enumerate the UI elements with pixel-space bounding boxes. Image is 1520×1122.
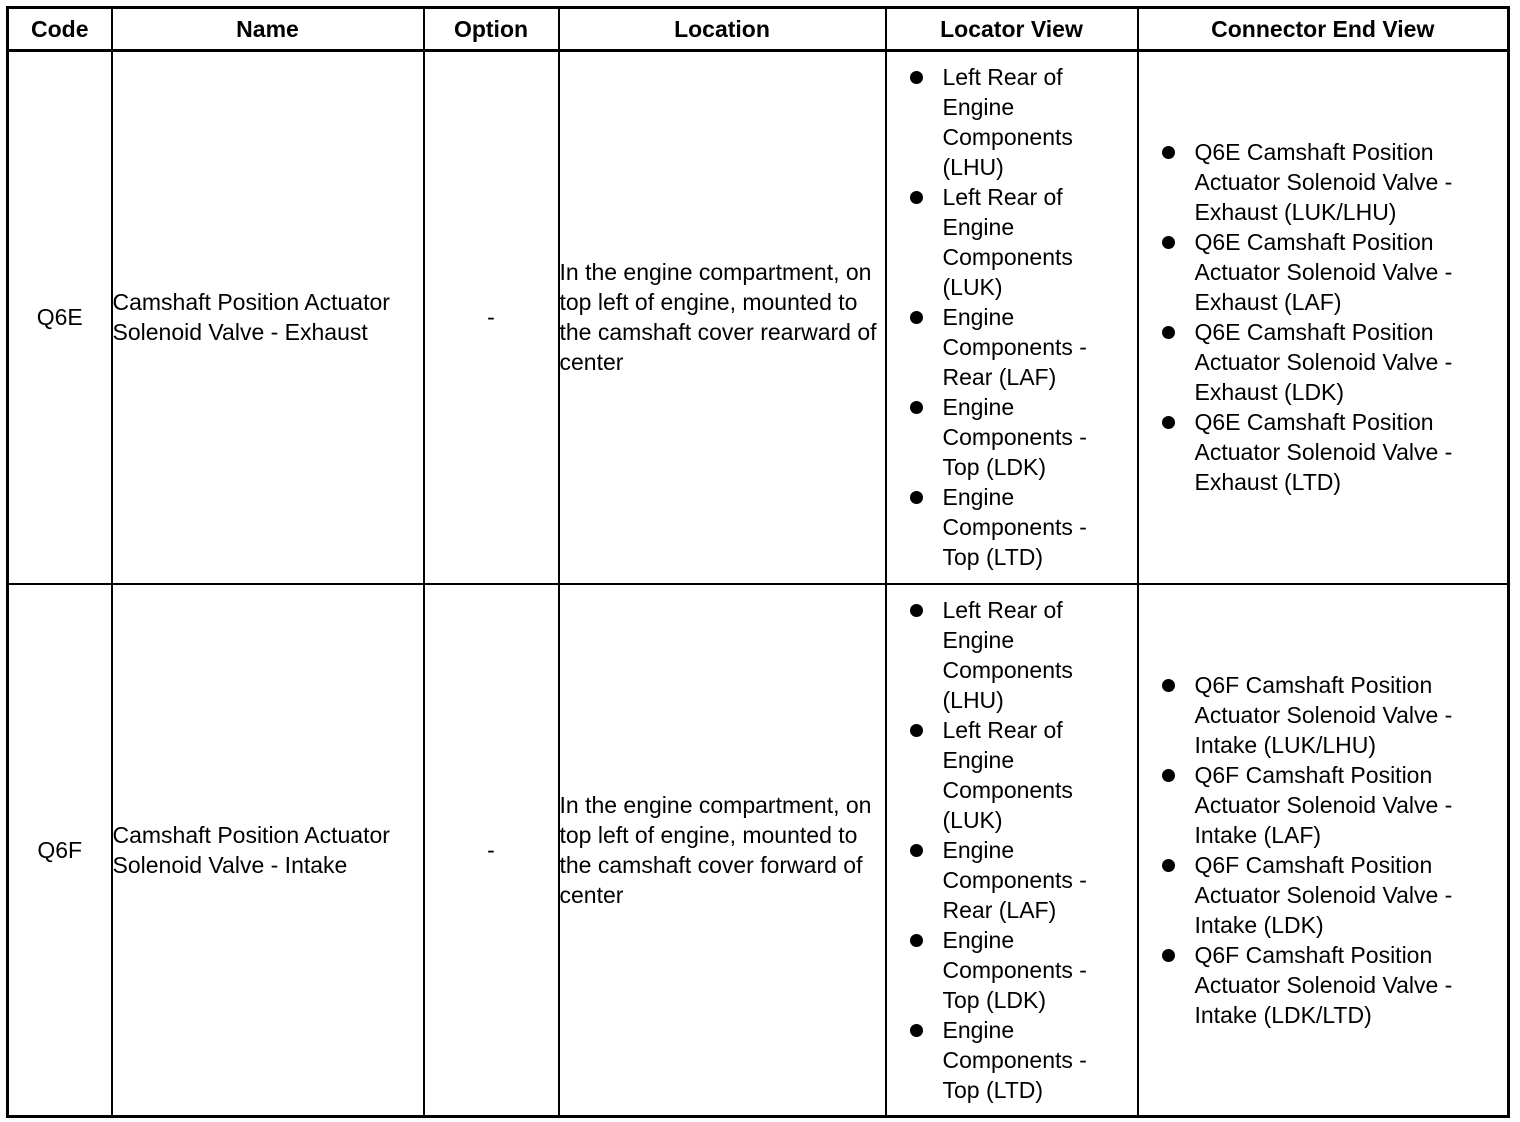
cell-option: - — [424, 51, 559, 584]
header-row — [8, 8, 1509, 51]
locator-view-link[interactable]: Left Rear of Engine Components (LUK) — [887, 715, 1137, 835]
connector-end-view-link[interactable]: Q6E Camshaft Position Actuator Solenoid Valve - Exhaust (LAF) — [1139, 227, 1508, 317]
cell-locator-view — [886, 584, 1138, 1117]
header-option: Option — [424, 8, 559, 51]
connector-end-view-link[interactable]: Q6F Camshaft Position Actuator Solenoid Valve - Intake (LDK) — [1139, 850, 1508, 940]
cell-location: In the engine compartment, on top left of engine, mounted to the camshaft cover forward of center — [559, 584, 886, 1117]
locator-view-link[interactable]: Left Rear of Engine Components (LHU) — [887, 595, 1137, 715]
connector-end-view-link[interactable]: Q6E Camshaft Position Actuator Solenoid Valve - Exhaust (LDK) — [1139, 317, 1508, 407]
locator-view-link[interactable]: Engine Components - Top (LDK) — [887, 925, 1137, 1015]
cell-code: Q6F — [8, 584, 112, 1117]
cell-code: Q6E — [8, 51, 112, 584]
locator-view-link[interactable]: Engine Components - Rear (LAF) — [887, 835, 1137, 925]
connector-end-view-link[interactable]: Q6E Camshaft Position Actuator Solenoid Valve - Exhaust (LTD) — [1139, 407, 1508, 497]
header-location: Location — [559, 8, 886, 51]
cell-option: - — [424, 584, 559, 1117]
header-code: Code — [8, 8, 112, 51]
locator-view-list — [887, 62, 1137, 572]
cell-connector-end-view — [1138, 51, 1509, 584]
table-row-q6e — [8, 51, 1509, 584]
connector-end-view-list — [1139, 137, 1508, 497]
header-connector-end-view: Connector End View — [1138, 8, 1509, 51]
locator-view-list — [887, 595, 1137, 1105]
cell-location: In the engine compartment, on top left of engine, mounted to the camshaft cover rearward of center — [559, 51, 886, 584]
table-header — [8, 8, 1509, 51]
cell-name: Camshaft Position Actuator Solenoid Valve - Exhaust — [112, 51, 424, 584]
cell-locator-view — [886, 51, 1138, 584]
connector-end-view-link[interactable]: Q6F Camshaft Position Actuator Solenoid Valve - Intake (LDK/LTD) — [1139, 940, 1508, 1030]
header-name: Name — [112, 8, 424, 51]
table-body — [8, 51, 1509, 1117]
locator-view-link[interactable]: Engine Components - Rear (LAF) — [887, 302, 1137, 392]
connector-end-view-link[interactable]: Q6F Camshaft Position Actuator Solenoid Valve - Intake (LUK/LHU) — [1139, 670, 1508, 760]
component-locator-table — [6, 6, 1510, 1118]
header-locator-view: Locator View — [886, 8, 1138, 51]
locator-view-link[interactable]: Engine Components - Top (LTD) — [887, 1015, 1137, 1105]
locator-view-link[interactable]: Engine Components - Top (LDK) — [887, 392, 1137, 482]
locator-view-link[interactable]: Engine Components - Top (LTD) — [887, 482, 1137, 572]
connector-end-view-list — [1139, 670, 1508, 1030]
connector-end-view-link[interactable]: Q6E Camshaft Position Actuator Solenoid Valve - Exhaust (LUK/LHU) — [1139, 137, 1508, 227]
connector-end-view-link[interactable]: Q6F Camshaft Position Actuator Solenoid Valve - Intake (LAF) — [1139, 760, 1508, 850]
cell-name: Camshaft Position Actuator Solenoid Valve - Intake — [112, 584, 424, 1117]
cell-connector-end-view — [1138, 584, 1509, 1117]
locator-view-link[interactable]: Left Rear of Engine Components (LUK) — [887, 182, 1137, 302]
table-row-q6f — [8, 584, 1509, 1117]
locator-view-link[interactable]: Left Rear of Engine Components (LHU) — [887, 62, 1137, 182]
